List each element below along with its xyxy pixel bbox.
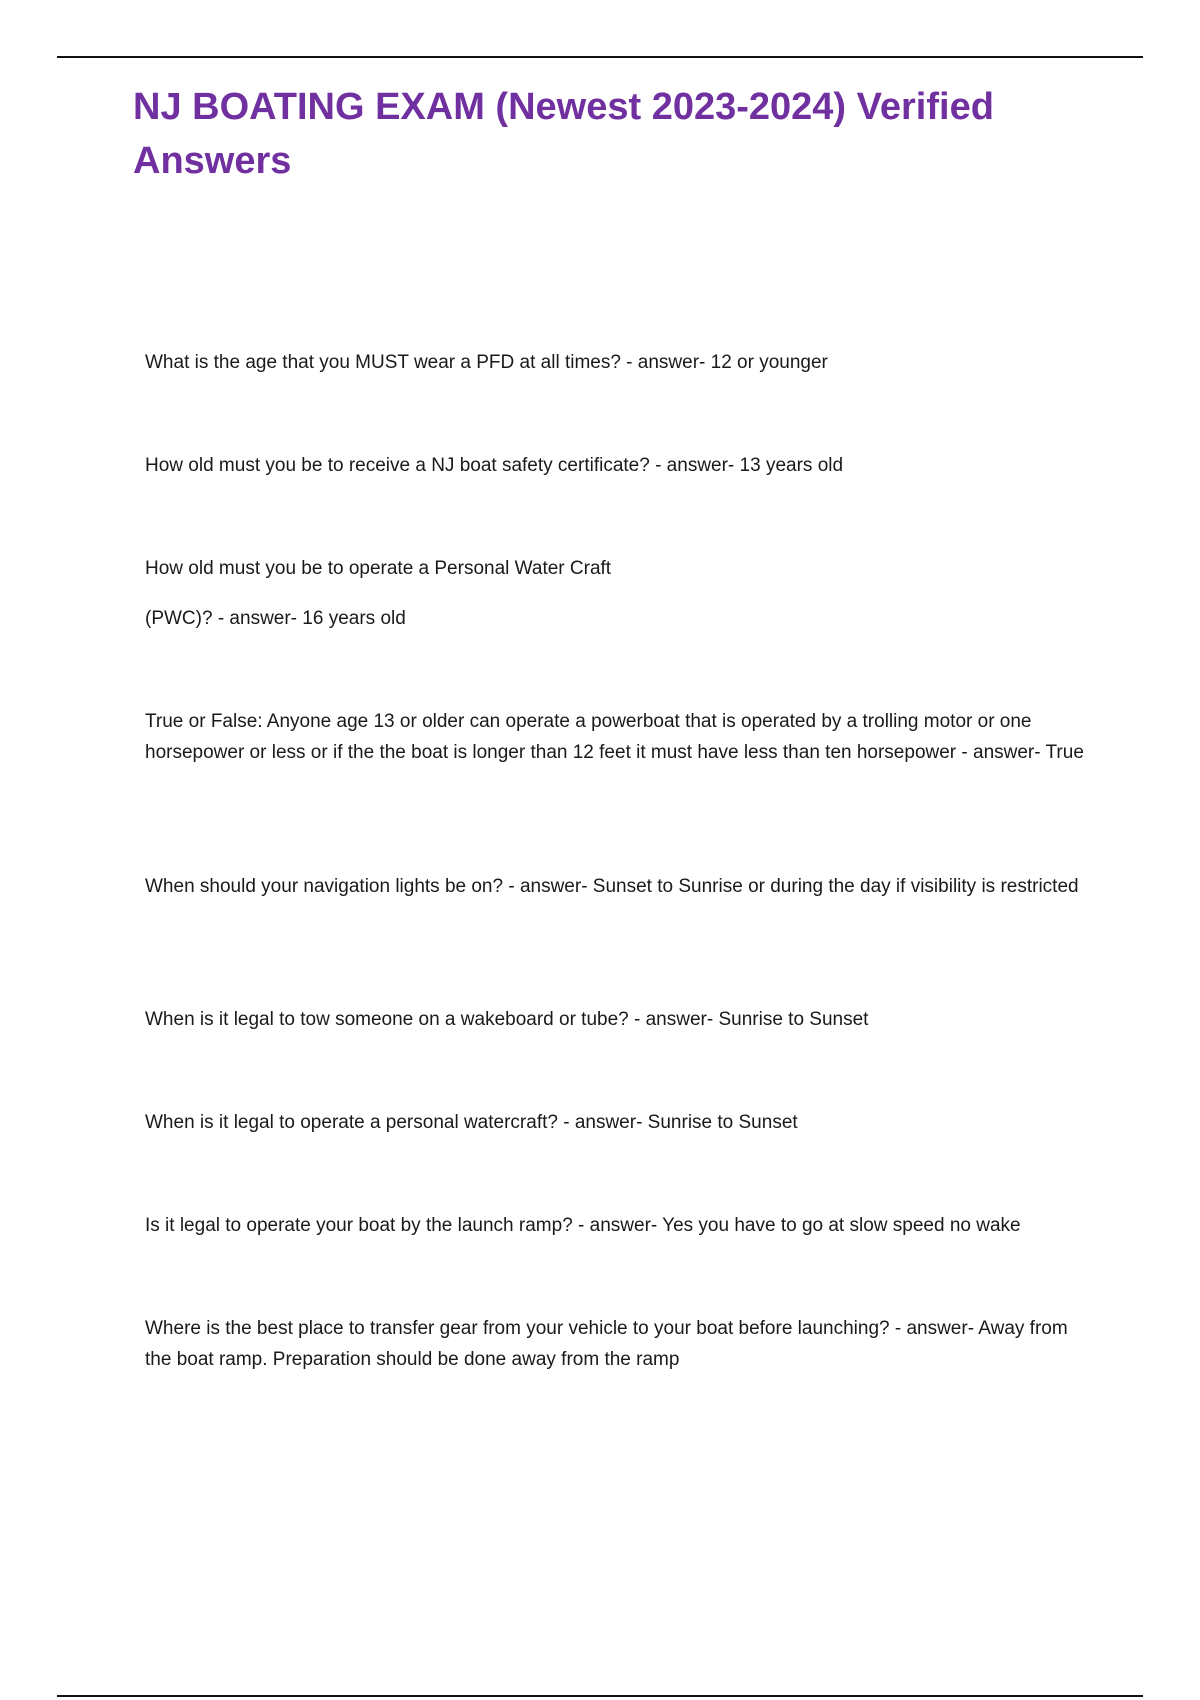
top-rule: [57, 56, 1143, 58]
qa-text: Is it legal to operate your boat by the launch ramp? - answer- Yes you have to go at slow speed no wake: [145, 1215, 1021, 1236]
qa-item: [145, 871, 1085, 902]
qa-item: [145, 706, 1085, 768]
qa-text-line-2: (PWC)? - answer- 16 years old: [145, 608, 406, 629]
qa-text: What is the age that you MUST wear a PFD at all times? - answer- 12 or younger: [145, 352, 828, 373]
qa-text: When is it legal to operate a personal watercraft? - answer- Sunrise to Sunset: [145, 1112, 798, 1133]
bottom-rule: [57, 1695, 1143, 1697]
qa-item: [145, 1210, 1085, 1241]
qa-text: When should your navigation lights be on? - answer- Sunset to Sunrise or during the day if visibility is restricted: [145, 876, 1079, 897]
document-title: NJ BOATING EXAM (Newest 2023-2024) Verified Answers: [133, 86, 994, 182]
qa-item: [145, 1107, 1085, 1138]
qa-item: [145, 347, 1085, 378]
qa-item: [145, 450, 1085, 481]
qa-text: When is it legal to tow someone on a wakeboard or tube? - answer- Sunrise to Sunset: [145, 1009, 869, 1030]
qa-text-line-1: How old must you be to operate a Personal Water Craft: [145, 558, 612, 579]
qa-item: [145, 553, 1085, 634]
qa-item: [145, 1004, 1085, 1035]
qa-text: Where is the best place to transfer gear from your vehicle to your boat before launching? - answer- Away from the boat ramp. Preparation should be done away from the ramp: [145, 1318, 1068, 1370]
qa-text: True or False: Anyone age 13 or older can operate a powerboat that is operated by a trolling motor or one horsepower or less or if the the boat is longer than 12 feet it must have less than ten horsepower - answer- True: [145, 711, 1084, 763]
qa-text: How old must you be to receive a NJ boat safety certificate? - answer- 13 years old: [145, 455, 844, 476]
qa-item: [145, 1313, 1085, 1375]
